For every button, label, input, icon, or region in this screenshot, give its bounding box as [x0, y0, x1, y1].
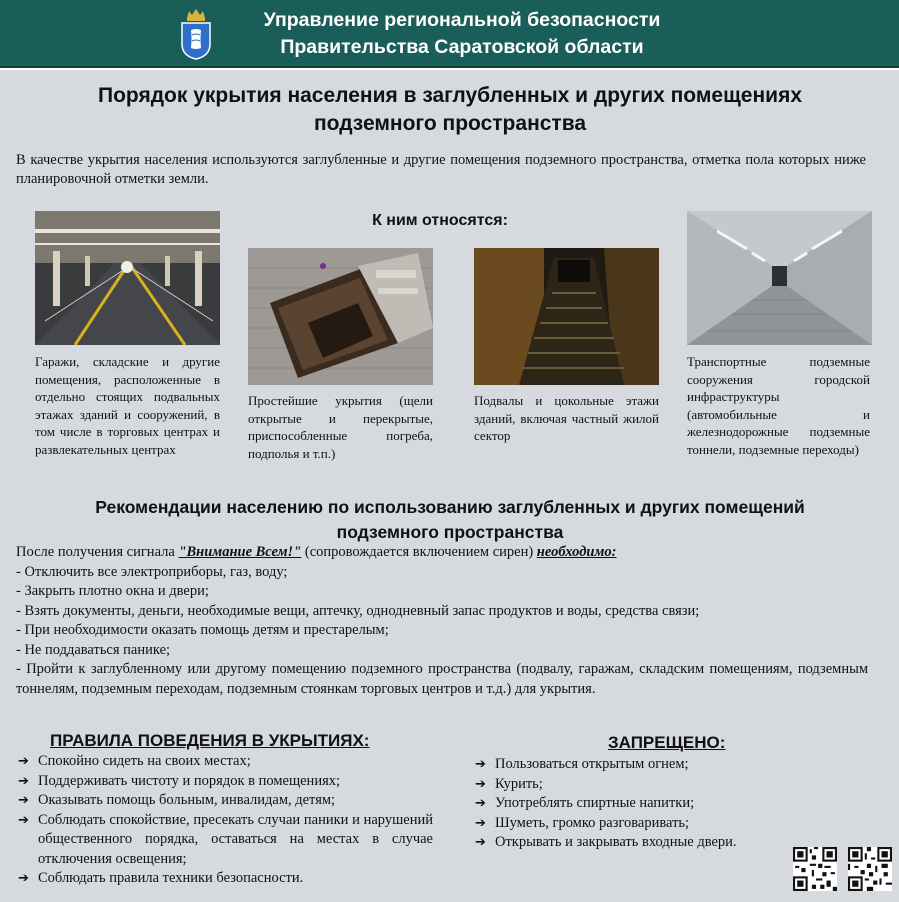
recommendations-title-line-2: подземного пространства [336, 522, 564, 542]
rule-text: Соблюдать спокойствие, пресекать случаи паники и нарушений общественного порядка, оставаться на местах в случае отключения освещения; [38, 811, 433, 867]
coat-of-arms-icon [179, 8, 213, 60]
rules-list [18, 752, 433, 889]
rule-item [18, 772, 433, 792]
rule-text: Соблюдать правила техники безопасности. [38, 870, 304, 886]
step-item: - Не поддаваться панике; [16, 641, 171, 658]
forbidden-item [475, 833, 795, 853]
arrow-icon: ➔ [475, 835, 486, 850]
arrow-icon: ➔ [18, 793, 29, 808]
recommendations-title-line-1: Рекомендации населению по использованию заглубленных и других помещений [95, 497, 805, 517]
forbidden-text: Шуметь, громко разговаривать; [495, 814, 690, 831]
recommendations-title [30, 495, 870, 545]
cellar-hatch-photo [248, 248, 433, 385]
forbidden-text: Пользоваться открытым огнем; [495, 756, 689, 772]
forbidden-text: Употреблять спиртные напитки; [495, 795, 695, 811]
forbidden-item [475, 755, 795, 775]
step-item: - Взять документы, деньги, необходимые вещи, аптечку, однодневный запас продуктов и воды, средства связи; [16, 602, 700, 619]
forbidden-title: ЗАПРЕЩЕНО: [608, 733, 726, 752]
forbidden-text: Курить; [495, 775, 543, 792]
forbidden-list [475, 755, 795, 853]
arrow-icon: ➔ [475, 757, 486, 772]
intro-paragraph: В качестве укрытия населения используются заглубленные и другие помещения подземного пространства, отметка пола которых ниже планировочной отметки земли. [16, 152, 866, 187]
signal-lead [16, 543, 868, 563]
lead-text-middle: (сопровождается включением сирен) [301, 544, 537, 560]
header-line-1: Управление региональной безопасности [263, 9, 661, 31]
qr-code-icon[interactable] [793, 847, 837, 891]
step-item: - Закрыть плотно окна и двери; [16, 583, 209, 599]
arrow-icon: ➔ [18, 871, 29, 886]
page-title [20, 82, 880, 138]
step-item: - Пройти к заглубленному или другому помещению подземного пространства (подвалу, гаражам, складским помещениям, подземным тоннелям, подземным переходам, подземным стоянкам торговых центров и т.д.) для укрытия. [16, 661, 868, 697]
arrow-icon: ➔ [18, 754, 29, 769]
header-banner [0, 0, 899, 68]
arrow-icon: ➔ [475, 796, 486, 811]
required-label: необходимо: [536, 544, 617, 560]
qr-code-icon[interactable] [848, 847, 892, 891]
rule-text: Спокойно сидеть на своих местах; [38, 753, 251, 769]
rule-item [18, 869, 433, 889]
rule-text: Поддерживать чистоту и порядок в помещениях; [38, 772, 341, 789]
forbidden-item [475, 814, 795, 834]
header-line-2: Правительства Саратовской области [280, 36, 644, 58]
lead-text-before: После получения сигнала [16, 544, 179, 560]
forbidden-text: Открывать и закрывать входные двери. [495, 834, 737, 850]
page-title-line-2: подземного пространства [313, 112, 587, 135]
step-item: - Отключить все электроприборы, газ, воду; [16, 563, 288, 580]
caption-simple-shelters: Простейшие укрытия (щели открытые и перекрытые, приспособленные погреба, подполья и т.п.) [248, 393, 433, 461]
rule-item [18, 752, 433, 772]
arrow-icon: ➔ [18, 812, 29, 828]
step-item: - При необходимости оказать помощь детям и престарелым; [16, 622, 389, 638]
forbidden-item [475, 775, 795, 795]
rule-item [18, 811, 433, 870]
arrow-icon: ➔ [475, 815, 486, 831]
page-title-line-1: Порядок укрытия населения в заглубленных и других помещениях [97, 84, 802, 107]
forbidden-item [475, 794, 795, 814]
basement-stairs-photo [474, 248, 659, 385]
caption-transport-structures: Транспортные подземные сооружения городской инфраструктуры (автомобильные и железнодорожные подземные тоннели, подземные переходы) [687, 354, 870, 457]
parking-garage-photo [35, 211, 220, 345]
underground-passage-photo [687, 211, 872, 345]
arrow-icon: ➔ [475, 776, 486, 792]
caption-garages: Гаражи, складские и другие помещения, расположенные в отдельно стоящих подвальных этажах зданий и сооружений, в том числе в торговых центрах и развлекательных центрах [35, 354, 220, 457]
rule-text: Оказывать помощь больным, инвалидам, детям; [38, 792, 336, 808]
rule-item [18, 791, 433, 811]
types-heading: К ним относятся: [372, 212, 508, 229]
recommendations-steps [16, 543, 868, 699]
signal-name: "Внимание Всем!" [178, 544, 302, 560]
caption-basements: Подвалы и цокольные этажи зданий, включая частный жилой сектор [474, 393, 659, 443]
arrow-icon: ➔ [18, 773, 29, 789]
rules-title: ПРАВИЛА ПОВЕДЕНИЯ В УКРЫТИЯХ: [50, 731, 370, 750]
